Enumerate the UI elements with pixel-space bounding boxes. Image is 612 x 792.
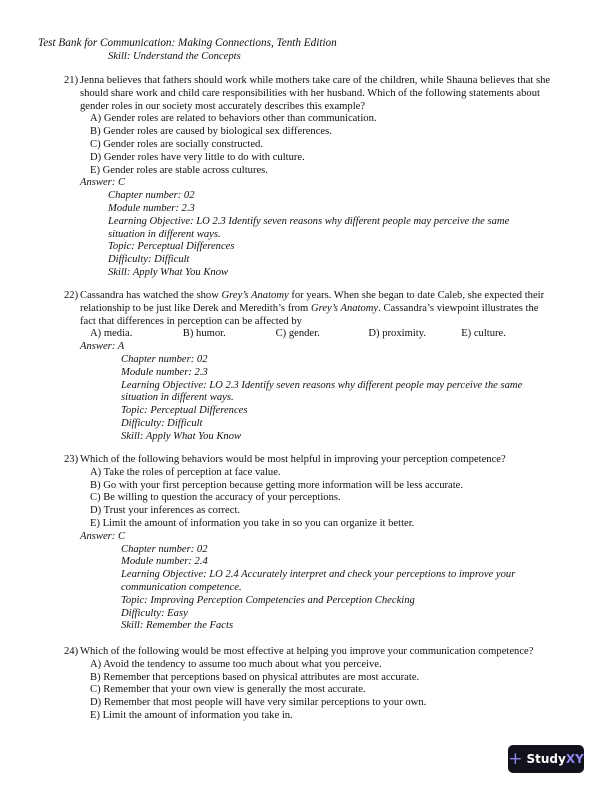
option-a: A) Gender roles are related to behaviors other than communication. (90, 113, 377, 125)
question-21 (64, 75, 554, 280)
option-e: E) Limit the amount of information you take in so you can organize it better. (90, 517, 415, 529)
option-c: C) Gender roles are socially constructed. (90, 138, 263, 150)
metadata-line: Learning Objective: LO 2.3 Identify seven reasons why different people may perceive the same situation in different ways. (121, 379, 523, 404)
stem-text: Grey’s Anatomy (221, 290, 289, 301)
plus-icon: + (508, 748, 523, 769)
question-23 (64, 454, 554, 633)
metadata-line: Skill: Apply What You Know (121, 430, 242, 442)
metadata-line: Learning Objective: LO 2.3 Identify seven reasons why different people may perceive the same situation in different ways. (108, 215, 510, 240)
question-number: 21) (64, 75, 79, 86)
question-24 (64, 646, 554, 723)
option-b: B) Gender roles are caused by biological sex differences. (90, 126, 332, 138)
metadata-line: Skill: Apply What You Know (108, 266, 229, 278)
question-stem (80, 454, 554, 467)
metadata-line: Topic: Perceptual Differences (108, 241, 235, 253)
option-d: D) proximity. (368, 328, 426, 340)
question-stem (80, 290, 554, 328)
metadata-line: Chapter number: 02 (121, 353, 208, 365)
skill-heading: Skill: Understand the Concepts (108, 51, 241, 62)
metadata-line: Skill: Remember the Facts (121, 620, 234, 632)
option-c: C) Remember that your own view is generally the most accurate. (90, 684, 366, 696)
option-d: D) Trust your inferences as correct. (90, 505, 241, 517)
option-a: A) media. (90, 328, 133, 340)
document-title: Test Bank for Communication: Making Connections, Tenth Edition (38, 37, 337, 49)
metadata-line: Topic: Perceptual Differences (121, 405, 248, 417)
answer-options (90, 328, 554, 341)
question-stem (80, 75, 554, 113)
answer: Answer: C (80, 530, 126, 542)
option-d: D) Remember that most people will have very similar perceptions to your own. (90, 697, 427, 709)
logo-text-xy: XY (565, 751, 584, 766)
option-e: E) Limit the amount of information you take in. (90, 709, 293, 721)
stem-text: for years. When she began to date Caleb, she expected their relationship to be just like Derek and Meredith’s from (80, 290, 545, 314)
answer-options (90, 659, 554, 723)
option-c: C) Be willing to question the accuracy of your perceptions. (90, 492, 341, 504)
stem-text: Grey’s Anatomy (310, 302, 379, 314)
option-b: B) Go with your first perception because getting more information will be less accurate. (90, 479, 464, 491)
option-c: C) gender. (275, 328, 320, 340)
question-number: 23) (64, 454, 79, 465)
option-d: D) Gender roles have very little to do with culture. (90, 151, 305, 163)
question-metadata (121, 354, 546, 444)
stem-text: Cassandra has watched the show (80, 290, 222, 301)
question-metadata (121, 544, 546, 634)
logo-text-study: Study (526, 751, 566, 766)
metadata-line: Module number: 2.4 (121, 556, 208, 568)
stem-text: Which of the following behaviors would be most helpful in improving your perception competence? (80, 454, 506, 465)
question-number: 22) (64, 290, 79, 301)
studyxy-logo[interactable] (508, 745, 584, 773)
option-a: A) Take the roles of perception at face value. (90, 466, 281, 478)
metadata-line: Topic: Improving Perception Competencies and Perception Checking (121, 594, 415, 606)
question-22 (64, 290, 554, 444)
option-e: E) culture. (461, 328, 506, 340)
answer: Answer: C (80, 177, 126, 189)
metadata-line: Learning Objective: LO 2.4 Accurately interpret and check your perceptions to improve your communication competence. (121, 569, 516, 593)
stem-text: . Cassandra’s viewpoint illustrates the fact that differences in perception can be affected by (80, 302, 539, 327)
metadata-line: Difficulty: Easy (121, 607, 188, 619)
metadata-line: Chapter number: 02 (108, 190, 195, 202)
answer-options (90, 467, 554, 531)
answer: Answer: A (80, 341, 125, 353)
answer-options (90, 113, 554, 177)
option-a: A) Avoid the tendency to assume too much about what you perceive. (90, 658, 382, 670)
metadata-line: Difficulty: Difficult (121, 417, 203, 429)
metadata-line: Module number: 2.3 (108, 202, 195, 214)
option-b: B) humor. (182, 328, 226, 340)
stem-text: Which of the following would be most effective at helping you improve your communication competence? (80, 646, 534, 657)
option-e: E) Gender roles are stable across cultures. (90, 164, 268, 176)
option-b: B) Remember that perceptions based on physical attributes are most accurate. (90, 671, 420, 683)
metadata-line: Chapter number: 02 (121, 543, 208, 555)
stem-text: Jenna believes that fathers should work while mothers take care of the children, while Shauna believes that she should share work and child care responsibilities with her husband. Which of the following statements about gender roles in our society most accurately describes this example? (80, 75, 551, 112)
metadata-line: Module number: 2.3 (121, 366, 208, 378)
metadata-line: Difficulty: Difficult (108, 254, 190, 266)
question-stem (80, 646, 554, 659)
question-number: 24) (64, 646, 79, 657)
question-metadata (108, 190, 548, 280)
